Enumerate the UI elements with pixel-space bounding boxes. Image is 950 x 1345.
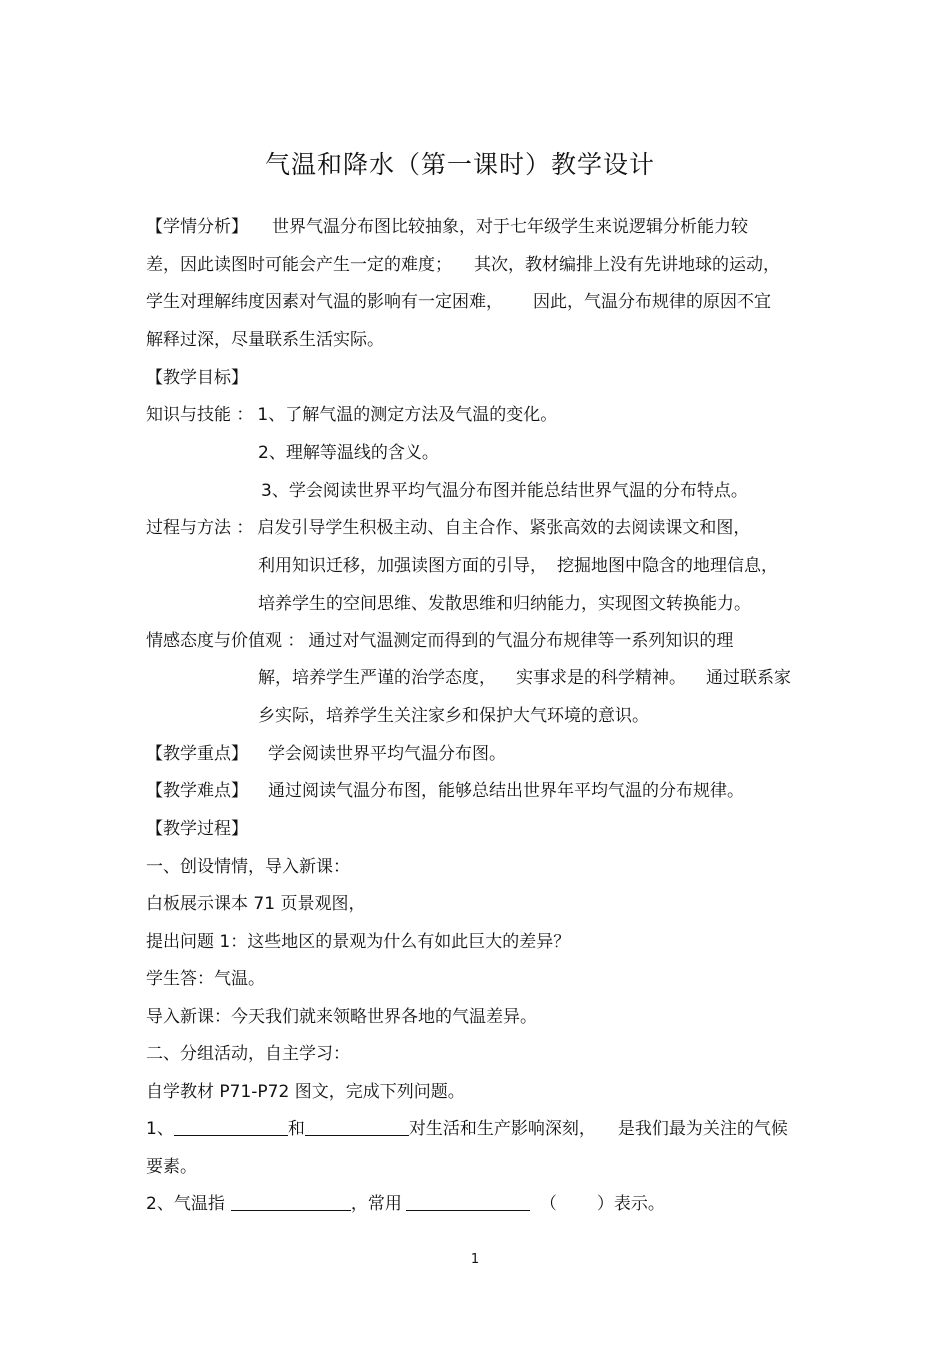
question-2-text: 2、气温指 [146,1194,225,1214]
knowledge-item-1: 1、了解气温的测定方法及气温的变化。 [257,405,558,425]
analysis-label: 【学情分析】 [146,217,248,237]
step-2-text-a: 自学教材 P71-P72 图文，完成下列问题。 [146,1082,465,1102]
objectives-label: 【教学目标】 [146,368,248,388]
question-2-paren-open: （ [539,1194,557,1214]
analysis-text-3a: 学生对理解纬度因素对气温的影响有一定困难， [146,292,503,312]
step-1-heading: 一、创设情情，导入新课： [146,857,350,877]
step-1-text-a: 白板展示课本 71 页景观图， [146,894,366,914]
analysis-text-1: 世界气温分布图比较抽象，对于七年级学生来说逻辑分析能力较 [272,217,748,237]
analysis-line-1 [146,215,748,239]
knowledge-item-2: 2、理解等温线的含义。 [258,443,439,463]
question-1-text-2: 是我们最为关注的气候 [617,1119,788,1139]
emotion-text-2c: 通过联系家 [706,668,791,688]
analysis-line-2 [146,253,780,277]
question-1-continuation: 要素。 [146,1157,197,1177]
process-section-label: 【教学过程】 [146,819,248,839]
step-2-heading: 二、分组活动，自主学习： [146,1044,350,1064]
knowledge-line-1 [146,403,557,427]
step-1-text-c: 学生答：气温。 [146,969,265,989]
emotion-label: 情感态度与价值观 ： [146,631,305,651]
question-1-number: 1、 [146,1119,174,1139]
process-line-3: 培养学生的空间思维、发散思维和归纳能力，实现图文转换能力。 [258,594,751,614]
emotion-line-3: 乡实际，培养学生关注家乡和保护大气环境的意识。 [258,706,649,726]
question-2-line [146,1192,665,1216]
process-text-1: 启发引导学生积极主动、自主合作、紧张高效的去阅读课文和图， [257,518,751,538]
question-2-mid: ，常用 [350,1194,402,1214]
fill-blank-2b[interactable] [406,1192,530,1211]
step-1-text-b: 提出问题 1：这些地区的景观为什么有如此巨大的差异？ [146,932,571,952]
analysis-text-3b: 因此，气温分布规律的原因不宜 [533,292,771,312]
fill-blank-1b[interactable] [305,1117,409,1136]
page-title: 气温和降水（第一课时）教学设计 [264,150,655,179]
question-1-and: 和 [287,1119,305,1139]
step-1-text-d: 导入新课：今天我们就来领略世界各地的气温差异。 [146,1007,537,1027]
question-1-line [146,1117,788,1141]
knowledge-label: 知识与技能 ： [146,405,254,425]
question-2-paren-close: ）表示。 [596,1194,665,1214]
process-line-1 [146,516,750,540]
process-label: 过程与方法 ： [146,518,254,538]
process-text-2b: 挖掘地图中隐含的地理信息， [557,556,778,576]
emotion-line-1 [146,629,733,653]
emotion-text-2b: 实事求是的科学精神。 [516,668,686,688]
key-point-line [146,742,506,766]
process-text-2a: 利用知识迁移，加强读图方面的引导， [258,556,547,576]
key-point-label: 【教学重点】 [146,744,248,764]
difficulty-line [146,779,744,803]
analysis-line-4: 解释过深，尽量联系生活实际。 [146,330,384,350]
key-point-text: 学会阅读世界平均气温分布图。 [268,744,506,764]
process-line-2 [258,554,778,578]
emotion-text-1: 通过对气温测定而得到的气温分布规律等一系列知识的理 [308,631,734,651]
page-number: 1 [470,1252,480,1267]
difficulty-text: 通过阅读气温分布图，能够总结出世界年平均气温的分布规律。 [268,781,744,801]
question-1-text: 对生活和生产影响深刻， [408,1119,596,1139]
emotion-text-2a: 解，培养学生严谨的治学态度， [258,668,496,688]
fill-blank-1a[interactable] [174,1117,288,1136]
fill-blank-2a[interactable] [231,1192,351,1211]
emotion-line-2 [258,666,791,690]
analysis-line-3 [146,290,771,314]
analysis-text-2a: 差，因此读图时可能会产生一定的难度； [146,255,452,275]
knowledge-item-3: 3、学会阅读世界平均气温分布图并能总结世界气温的分布特点。 [261,481,748,501]
difficulty-label: 【教学难点】 [146,781,248,801]
analysis-text-2b: 其次，教材编排上没有先讲地球的运动， [474,255,780,275]
